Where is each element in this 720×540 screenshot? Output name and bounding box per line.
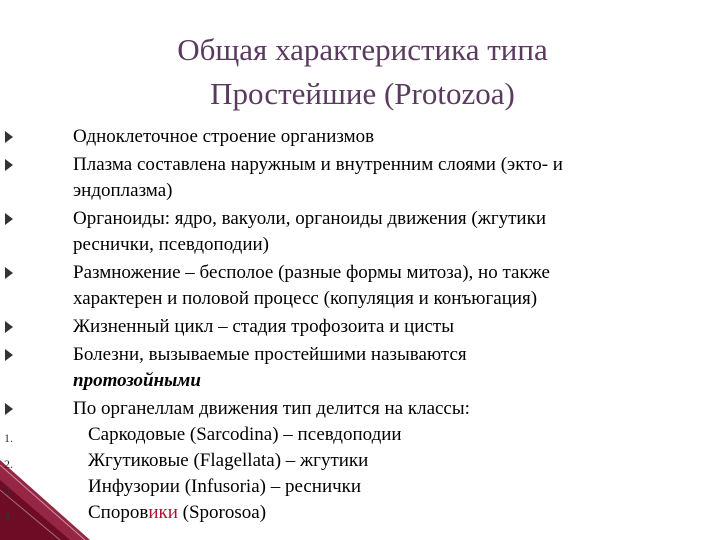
list-item: Плазма составлена наружным и внутренним слоями (экто- и эндоплазма) [0,152,700,204]
numbered-item: 2. Жгутиковые (Flagellata) – жгутики [0,448,700,474]
highlighted-text: ики [148,502,178,523]
list-item: По органеллам движения тип делится на классы: [0,396,700,422]
triangle-bullet-icon [5,321,13,333]
triangle-bullet-icon [5,213,13,225]
triangle-bullet-icon [5,131,13,143]
content-list [0,122,700,526]
numbered-item: 3. Инфузории (Infusoria) – реснички [0,474,700,500]
item-number: 3. [4,483,13,497]
emphasized-term: протозойными [73,370,201,391]
numbered-item: 1. Саркодовые (Sarcodina) – псевдоподии [0,422,700,448]
triangle-bullet-icon [5,159,13,171]
item-number: 4. [4,509,13,523]
title-line-2: Простейшие (Protozoa) [210,76,515,111]
item-number: 1. [4,431,13,445]
slide-title [90,28,635,116]
list-item: Жизненный цикл – стадия трофозоита и цисты [0,314,700,340]
item-number: 2. [4,457,13,471]
list-item: Болезни, вызываемые простейшими называются протозойными [0,342,700,394]
list-item: Одноклеточное строение организмов [0,124,700,150]
triangle-bullet-icon [5,267,13,279]
triangle-bullet-icon [5,349,13,361]
numbered-item: 4. Споровики (Sporosoa) [0,500,700,526]
list-item: Размножение – бесполое (разные формы митоза), но также характерен и половой процесс (копуляция и конъюгация) [0,260,700,312]
list-item: Органоиды: ядро, вакуоли, органоиды движения (жгутики реснички, псевдоподии) [0,206,700,258]
triangle-bullet-icon [5,403,13,415]
title-line-1: Общая характеристика типа [177,32,548,67]
